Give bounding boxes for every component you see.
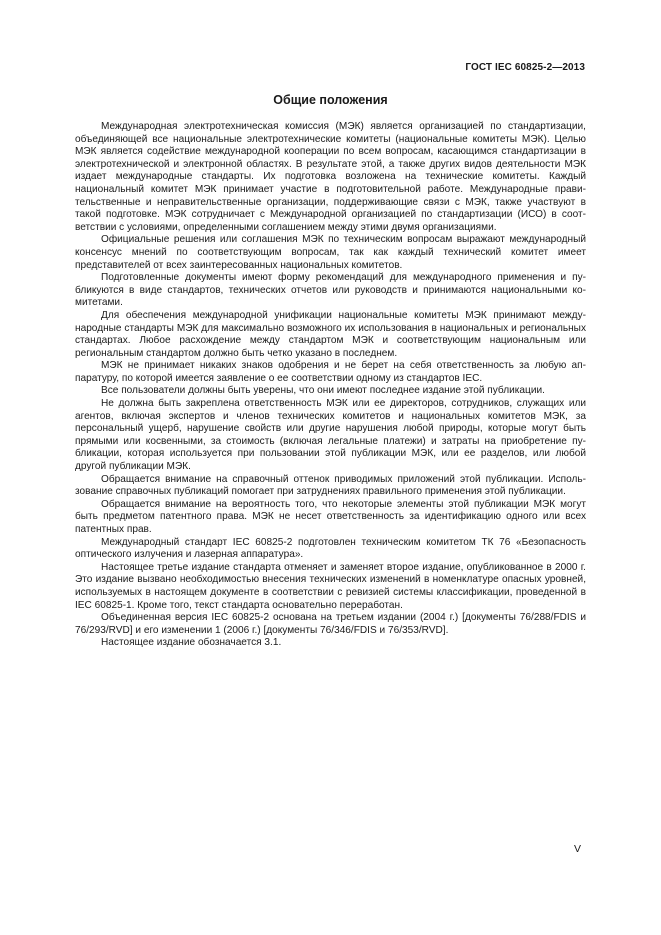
body-text <box>75 121 586 650</box>
paragraph: Для обеспечения международной унификации национальные комитеты МЭК принимают международные стандарты МЭК для максимально возможного их использования в национальных и региональных стандартах. Любое расхождение между стандартом МЭК и соответствующим национальным или региональным стандартом должно быть четко указано в последнем. <box>75 309 586 359</box>
paragraph: Международный стандарт IEC 60825-2 подготовлен техническим комитетом ТК 76 «Безопасность оптического излучения и лазерная аппаратура». <box>75 536 586 561</box>
paragraph: Подготовленные документы имеют форму рекомендаций для международного применения и публикуются в виде стандартов, технических отчетов или руководств и принимаются национальными комитетами. <box>75 272 586 309</box>
paragraph: Не должна быть закреплена ответственность МЭК или ее директоров, сотрудников, служащих или агентов, включая экспертов и членов технических комитетов и национальных комитетов МЭК, за персональный ущерб, нарушение свойств или другие нарушения любой природы, которые могут быть прямыми или косвенными, за стоимость (включая легальные платежи) и затраты на приобретение публикации, которая используется при пользовании этой публикации МЭК, или ее разделов, или любой другой публикации МЭК. <box>75 398 586 473</box>
document-header: ГОСТ IEC 60825-2—2013 <box>465 62 585 73</box>
paragraph: МЭК не принимает никаких знаков одобрения и не берет на себя ответственность за любую аппаратуру, по которой имеется заявление о ее соответствии одному из стандартов IEC. <box>75 360 586 384</box>
page-number: V <box>573 843 581 855</box>
paragraph: Все пользователи должны быть уверены, что они имеют последнее издание этой публикации. <box>101 385 545 397</box>
paragraph: Обращается внимание на вероятность того, что некоторые элементы этой публикации МЭК могут быть предметом патентного права. МЭК не несет ответственность за идентификацию одного или всех патентных прав. <box>75 498 586 535</box>
paragraph: Настоящее третье издание стандарта отменяет и заменяет второе издание, опубликованное в 2000 г. Это издание вызвано необходимостью внесения технических изменений в номенклатуре опасных уровней, используемых в настоящем документе в соответствии с ревизией системы классификации, проведенной в IEC 60825-1. Кроме того, текст стандарта основательно переработан. <box>75 561 586 611</box>
paragraph: Обращается внимание на справочный оттенок приводимых приложений этой публикации. Использование справочных публикаций помогает при затруднениях правильного применения этой публикации. <box>75 473 586 498</box>
paragraph: Международная электротехническая комиссия (МЭК) является организацией по стандартизации, объединяющей все национальные электротехнические комитеты (национальные комитеты МЭК). Целью МЭК является содействие международной кооперации по всем вопросам, касающимся стандартизации в электротехнической и электронной областях. В результате этой, а также других видов деятельности МЭК издает международные стандарты. Их подготовка возложена на технические комитеты. Каждый национальный комитет МЭК принимает участие в подготовительной работе. Международные правительственные и неправительственные организации, поддерживающие связи с МЭК, также участвуют в такой подготовке. МЭК сотрудничает с Международной организацией по стандартизации (ИСО) в соответствии с условиями, определенными соглашением между этими двумя организациями. <box>75 121 586 233</box>
paragraph: Официальные решения или соглашения МЭК по техническим вопросам выражают международный консенсус мнений по соответствующим вопросам, так как каждый технический комитет имеет представителей от всех заинтересованных национальных комитетов. <box>75 234 586 271</box>
paragraph: Объединенная версия IEC 60825-2 основана на третьем издании (2004 г.) [документы 76/288/FDIS и 76/293/RVD] и его изменении 1 (2006 г.) [документы 76/346/FDIS и 76/353/RVD]. <box>75 612 586 636</box>
section-title: Общие положения <box>273 93 388 107</box>
paragraph: Настоящее издание обозначается 3.1. <box>101 637 282 649</box>
